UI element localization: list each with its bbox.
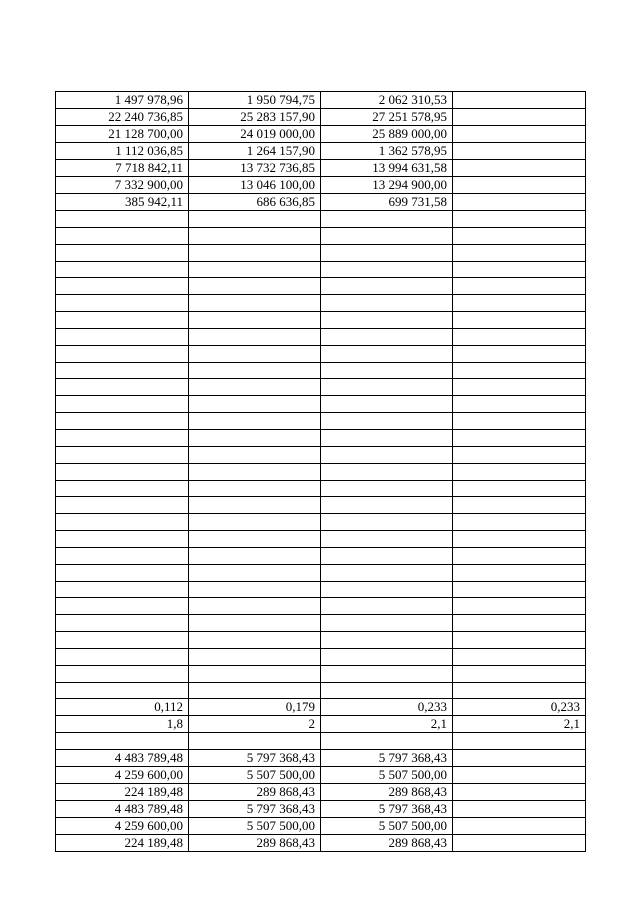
table-cell: 1 112 036,85 <box>56 143 189 160</box>
table-row <box>56 818 586 835</box>
table-cell <box>56 564 189 581</box>
table-cell <box>321 665 453 682</box>
table-cell <box>453 531 586 548</box>
table-row <box>56 328 586 345</box>
table-cell <box>321 362 453 379</box>
table-row <box>56 92 586 109</box>
table-cell <box>56 547 189 564</box>
table-cell <box>321 261 453 278</box>
table-row <box>56 514 586 531</box>
table-cell <box>56 598 189 615</box>
table-cell <box>321 429 453 446</box>
table-cell <box>321 244 453 261</box>
table-cell <box>56 261 189 278</box>
table-cell: 24 019 000,00 <box>189 126 321 143</box>
table-row <box>56 278 586 295</box>
table-cell <box>453 514 586 531</box>
table-cell: 0,179 <box>189 699 321 716</box>
table-cell: 22 240 736,85 <box>56 109 189 126</box>
table-row <box>56 531 586 548</box>
table-cell <box>189 328 321 345</box>
table-cell <box>189 531 321 548</box>
table-cell: 1 264 157,90 <box>189 143 321 160</box>
table-cell <box>56 227 189 244</box>
table-cell <box>321 463 453 480</box>
table-cell: 27 251 578,95 <box>321 109 453 126</box>
table-cell: 5 797 368,43 <box>321 801 453 818</box>
table-row <box>56 379 586 396</box>
table-cell <box>321 295 453 312</box>
table-cell: 289 868,43 <box>321 784 453 801</box>
table-row <box>56 345 586 362</box>
table-cell <box>189 598 321 615</box>
table-row <box>56 699 586 716</box>
table-cell <box>453 396 586 413</box>
table-cell <box>56 531 189 548</box>
table-cell <box>189 446 321 463</box>
table-cell <box>189 312 321 329</box>
table-cell <box>453 835 586 852</box>
table-row <box>56 480 586 497</box>
table-cell <box>453 682 586 699</box>
table-cell <box>56 446 189 463</box>
table-cell <box>453 143 586 160</box>
table-cell: 2 <box>189 716 321 733</box>
table-cell <box>56 312 189 329</box>
table-cell: 5 507 500,00 <box>321 767 453 784</box>
table-row <box>56 632 586 649</box>
table-cell <box>321 514 453 531</box>
table-cell: 1 497 978,96 <box>56 92 189 109</box>
table-cell <box>453 648 586 665</box>
table-cell <box>189 261 321 278</box>
table-cell <box>56 581 189 598</box>
table-row <box>56 429 586 446</box>
table-cell <box>189 345 321 362</box>
table-row <box>56 295 586 312</box>
table-cell <box>453 818 586 835</box>
table-cell <box>453 581 586 598</box>
table-cell <box>189 278 321 295</box>
table-cell: 25 283 157,90 <box>189 109 321 126</box>
table-row <box>56 396 586 413</box>
table-cell: 385 942,11 <box>56 194 189 211</box>
table-cell <box>321 733 453 750</box>
table-cell <box>453 750 586 767</box>
table-cell: 4 483 789,48 <box>56 750 189 767</box>
table-row <box>56 733 586 750</box>
table-cell: 224 189,48 <box>56 784 189 801</box>
table-cell <box>321 328 453 345</box>
table-row <box>56 211 586 228</box>
table-cell <box>453 278 586 295</box>
table-cell <box>189 463 321 480</box>
table-cell: 0,233 <box>321 699 453 716</box>
data-table <box>55 91 586 852</box>
table-cell <box>453 767 586 784</box>
table-cell: 25 889 000,00 <box>321 126 453 143</box>
table-cell <box>189 564 321 581</box>
table-cell <box>453 345 586 362</box>
table-cell <box>321 278 453 295</box>
table-cell <box>321 615 453 632</box>
table-row <box>56 547 586 564</box>
table-cell <box>189 227 321 244</box>
table-cell: 1 950 794,75 <box>189 92 321 109</box>
table-cell: 5 797 368,43 <box>321 750 453 767</box>
table-cell <box>189 632 321 649</box>
table-cell <box>189 514 321 531</box>
table-row <box>56 126 586 143</box>
table-cell <box>453 328 586 345</box>
table-cell <box>56 362 189 379</box>
table-cell <box>453 632 586 649</box>
table-row <box>56 312 586 329</box>
table-cell <box>189 429 321 446</box>
table-cell <box>321 564 453 581</box>
table-row <box>56 160 586 177</box>
table-cell <box>56 615 189 632</box>
table-cell <box>321 312 453 329</box>
table-cell <box>453 261 586 278</box>
table-row <box>56 362 586 379</box>
table-cell <box>56 733 189 750</box>
table-cell <box>56 413 189 430</box>
table-cell <box>189 497 321 514</box>
table-cell <box>321 211 453 228</box>
table-row <box>56 194 586 211</box>
table-cell <box>321 531 453 548</box>
table-cell <box>56 379 189 396</box>
table-cell: 13 732 736,85 <box>189 160 321 177</box>
table-cell <box>189 615 321 632</box>
table-cell <box>453 784 586 801</box>
table-row <box>56 463 586 480</box>
table-cell: 224 189,48 <box>56 835 189 852</box>
table-cell: 4 259 600,00 <box>56 818 189 835</box>
table-cell: 13 994 631,58 <box>321 160 453 177</box>
table-cell: 2 062 310,53 <box>321 92 453 109</box>
table-cell <box>321 682 453 699</box>
table-cell: 21 128 700,00 <box>56 126 189 143</box>
table-row <box>56 767 586 784</box>
table-cell: 289 868,43 <box>321 835 453 852</box>
table-row <box>56 581 586 598</box>
table-row <box>56 682 586 699</box>
table-cell <box>56 632 189 649</box>
table-cell <box>56 682 189 699</box>
table-row <box>56 227 586 244</box>
table-cell <box>56 396 189 413</box>
table-row <box>56 784 586 801</box>
table-row <box>56 801 586 818</box>
table-cell: 0,112 <box>56 699 189 716</box>
table-body <box>56 92 586 852</box>
table-row <box>56 598 586 615</box>
table-cell <box>56 328 189 345</box>
table-cell <box>453 194 586 211</box>
table-cell <box>321 396 453 413</box>
table-row <box>56 497 586 514</box>
table-cell <box>321 480 453 497</box>
table-cell <box>189 581 321 598</box>
table-row <box>56 665 586 682</box>
table-cell: 4 259 600,00 <box>56 767 189 784</box>
table-cell <box>453 564 586 581</box>
table-cell <box>453 227 586 244</box>
table-cell: 2,1 <box>453 716 586 733</box>
table-cell: 5 507 500,00 <box>189 767 321 784</box>
table-cell <box>189 547 321 564</box>
table-cell: 1,8 <box>56 716 189 733</box>
table-cell <box>189 665 321 682</box>
table-cell <box>321 598 453 615</box>
table-cell <box>453 801 586 818</box>
table-row <box>56 835 586 852</box>
table-row <box>56 564 586 581</box>
table-cell: 7 332 900,00 <box>56 177 189 194</box>
table-cell <box>321 648 453 665</box>
table-cell <box>453 244 586 261</box>
table-cell <box>321 413 453 430</box>
table-cell <box>321 379 453 396</box>
table-cell <box>321 497 453 514</box>
table-cell <box>189 396 321 413</box>
table-cell <box>321 581 453 598</box>
table-cell <box>56 278 189 295</box>
table-cell <box>453 177 586 194</box>
table-cell <box>56 244 189 261</box>
table-cell <box>56 429 189 446</box>
table-cell <box>453 665 586 682</box>
table-cell <box>189 413 321 430</box>
table-cell <box>321 227 453 244</box>
table-cell <box>189 244 321 261</box>
table-cell <box>189 295 321 312</box>
table-cell <box>453 480 586 497</box>
table-cell <box>56 514 189 531</box>
table-cell: 5 797 368,43 <box>189 750 321 767</box>
table-cell <box>56 463 189 480</box>
table-cell <box>453 413 586 430</box>
table-cell: 699 731,58 <box>321 194 453 211</box>
table-cell <box>453 295 586 312</box>
table-cell <box>321 632 453 649</box>
table-cell <box>189 648 321 665</box>
table-cell <box>56 497 189 514</box>
table-cell: 7 718 842,11 <box>56 160 189 177</box>
table-cell: 5 797 368,43 <box>189 801 321 818</box>
table-cell <box>56 648 189 665</box>
table-cell <box>453 92 586 109</box>
table-cell: 1 362 578,95 <box>321 143 453 160</box>
table-cell <box>189 682 321 699</box>
table-cell <box>453 615 586 632</box>
table-cell: 289 868,43 <box>189 784 321 801</box>
table-cell: 686 636,85 <box>189 194 321 211</box>
table-cell <box>453 362 586 379</box>
table-cell <box>453 211 586 228</box>
table-row <box>56 446 586 463</box>
table-cell <box>321 446 453 463</box>
table-cell <box>453 733 586 750</box>
table-cell: 0,233 <box>453 699 586 716</box>
table-cell <box>56 480 189 497</box>
table-cell <box>453 446 586 463</box>
table-cell <box>453 312 586 329</box>
table-cell <box>321 547 453 564</box>
table-row <box>56 109 586 126</box>
table-cell <box>56 295 189 312</box>
table-row <box>56 750 586 767</box>
table-cell <box>453 379 586 396</box>
table-cell: 2,1 <box>321 716 453 733</box>
table-cell <box>56 211 189 228</box>
table-cell <box>56 665 189 682</box>
table-cell <box>189 211 321 228</box>
table-row <box>56 143 586 160</box>
table-cell: 13 294 900,00 <box>321 177 453 194</box>
table-cell <box>453 126 586 143</box>
table-cell <box>453 547 586 564</box>
table-row <box>56 648 586 665</box>
table-cell <box>321 345 453 362</box>
table-cell: 289 868,43 <box>189 835 321 852</box>
table-row <box>56 615 586 632</box>
table-row <box>56 716 586 733</box>
table-cell <box>453 429 586 446</box>
table-cell <box>189 480 321 497</box>
table-row <box>56 177 586 194</box>
table-cell <box>453 497 586 514</box>
table-cell <box>453 109 586 126</box>
table-cell: 5 507 500,00 <box>321 818 453 835</box>
table-cell <box>189 733 321 750</box>
table-cell <box>189 379 321 396</box>
table-cell <box>453 463 586 480</box>
table-cell <box>453 598 586 615</box>
table-cell: 13 046 100,00 <box>189 177 321 194</box>
table-cell: 4 483 789,48 <box>56 801 189 818</box>
table-row <box>56 244 586 261</box>
table-row <box>56 261 586 278</box>
table-cell <box>453 160 586 177</box>
table-cell <box>189 362 321 379</box>
table-row <box>56 413 586 430</box>
table-cell: 5 507 500,00 <box>189 818 321 835</box>
table-cell <box>56 345 189 362</box>
